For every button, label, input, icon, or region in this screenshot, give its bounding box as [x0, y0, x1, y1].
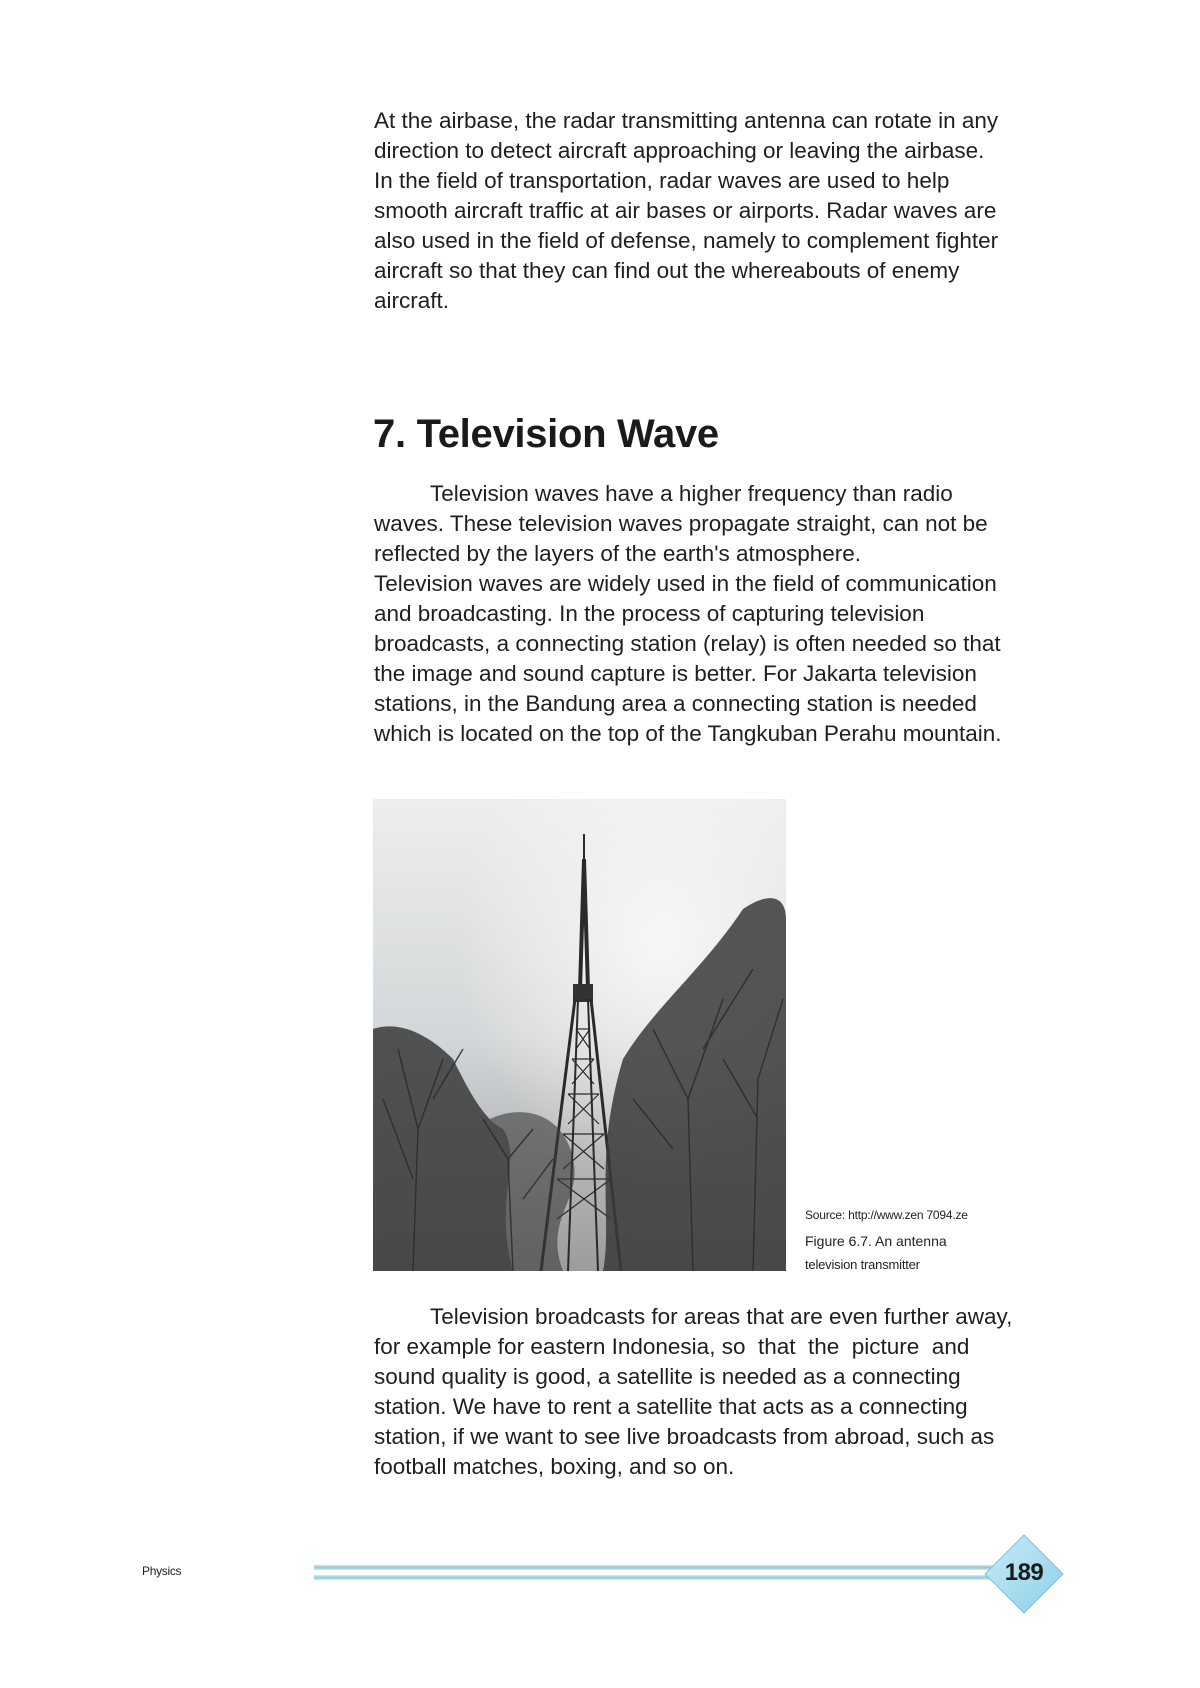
text-line: stations, in the Bandung area a connecting station is needed [374, 691, 977, 716]
footer-subject-label: Physics [142, 1564, 182, 1578]
text-line: sound quality is good, a satellite is needed as a connecting [374, 1364, 961, 1389]
text-line: In the field of transportation, radar waves are used to help [374, 168, 950, 193]
text-line: the image and sound capture is better. For Jakarta television [374, 661, 977, 686]
figure-caption-line-1: Figure 6.7. An antenna [805, 1233, 947, 1249]
text-line: smooth aircraft traffic at air bases or airports. Radar waves are [374, 198, 997, 223]
section-heading: 7. Television Wave [373, 412, 719, 456]
text-line: broadcasts, a connecting station (relay) is often needed so that [374, 631, 1001, 656]
text-line: aircraft. [374, 288, 450, 313]
text-line: which is located on the top of the Tangkuban Perahu mountain. [374, 721, 1002, 746]
figure-caption-line-2: television transmitter [805, 1257, 920, 1272]
text-line: waves. These television waves propagate straight, can not be [374, 511, 988, 536]
footer-decorative-bar [314, 1562, 1014, 1584]
text-line: At the airbase, the radar transmitting antenna can rotate in any [374, 108, 999, 133]
figure-source: Source: http://www.zen 7094.ze [805, 1208, 968, 1222]
paragraph-satellite-broadcasts [374, 1302, 1074, 1482]
figure-photo-tv-tower [373, 799, 786, 1271]
figure-caption [805, 1202, 1045, 1276]
paragraph-radar-uses [374, 106, 1074, 316]
footer-bar-stripe [314, 1575, 1014, 1580]
page-number: 189 [1004, 1559, 1044, 1586]
text-line: direction to detect aircraft approaching or leaving the airbase. [374, 138, 985, 163]
text-line: station. We have to rent a satellite that acts as a connecting [374, 1394, 968, 1419]
footer-bar-stripe [314, 1565, 1014, 1570]
text-line: Television broadcasts for areas that are even further away, [430, 1304, 1013, 1329]
text-line: Television waves have a higher frequency than radio [430, 481, 953, 506]
text-line: reflected by the layers of the earth's atmosphere. [374, 541, 862, 566]
text-line: Television waves are widely used in the field of communication [374, 571, 997, 596]
page-number-badge [984, 1534, 1064, 1614]
text-line: and broadcasting. In the process of capturing television [374, 601, 925, 626]
text-line: also used in the field of defense, namely to complement fighter [374, 228, 999, 253]
text-line: football matches, boxing, and so on. [374, 1454, 735, 1479]
text-line: for example for eastern Indonesia, so that the picture and [374, 1334, 970, 1359]
text-line: station, if we want to see live broadcasts from abroad, such as [374, 1424, 995, 1449]
text-line: aircraft so that they can find out the whereabouts of enemy [374, 258, 960, 283]
paragraph-television-waves [374, 479, 1074, 749]
